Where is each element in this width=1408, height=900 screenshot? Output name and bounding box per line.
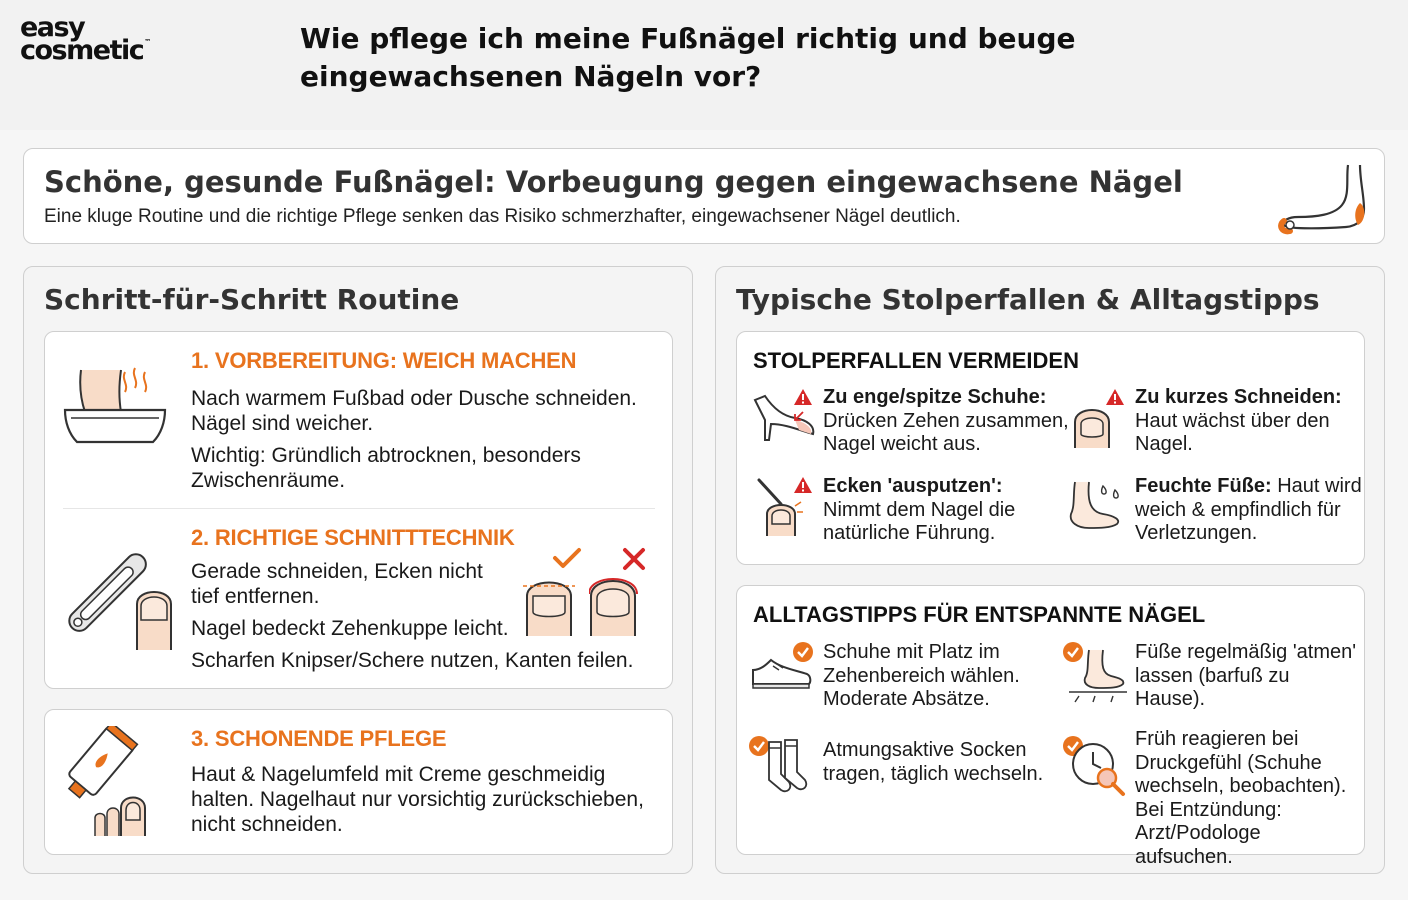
pitfall-short-line-2: Haut wächst über den xyxy=(1135,409,1330,432)
tip-react-early xyxy=(1135,728,1364,869)
pitfall-shoes-line-2: Drücken Zehen zusammen, xyxy=(823,409,1069,432)
socks-icon xyxy=(761,738,809,796)
cream-tube-icon xyxy=(61,726,171,838)
pitfall-corners xyxy=(823,475,1015,546)
step-2-text-2: tief entfernen. xyxy=(191,585,320,608)
rounded-cut-cross-icon xyxy=(589,546,653,638)
daily-tips-card xyxy=(736,585,1365,868)
tip-socks-line-1: Atmungsaktive Socken xyxy=(823,739,1027,761)
tip-early-line-2: Druckgefühl (Schuhe xyxy=(1135,751,1322,774)
barefoot-icon xyxy=(1067,646,1129,704)
step-3-text-3: nicht schneiden. xyxy=(191,813,343,836)
tip-shoes xyxy=(823,641,1020,712)
wet-foot-icon xyxy=(1067,478,1125,536)
tip-socks xyxy=(823,739,1043,786)
pitfall-short-line-3: Nagel. xyxy=(1135,433,1193,455)
pitfalls-avoid-card xyxy=(736,331,1365,565)
pitfalls-panel-title: Typische Stolperfallen & Alltagstipps xyxy=(736,283,1320,316)
brand-logo xyxy=(20,12,152,67)
tip-shoes-line-2: Zehenbereich wählen. xyxy=(823,664,1020,687)
routine-steps-card xyxy=(44,331,673,689)
foot-bath-icon xyxy=(61,362,171,462)
pitfall-corners-title: Ecken 'ausputzen': xyxy=(823,475,1003,497)
pitfall-short-title: Zu kurzes Schneiden: xyxy=(1135,386,1342,408)
step-1-title: 1. VORBEREITUNG: WEICH MACHEN xyxy=(191,348,577,373)
routine-step-3-card xyxy=(44,709,673,855)
warning-icon xyxy=(793,388,813,406)
tip-shoes-line-3: Moderate Absätze. xyxy=(823,688,990,710)
hero-subtitle: Eine kluge Routine und die richtige Pflege senken das Risiko schmerzhafter, eingewachsener Nägel deutlich. xyxy=(44,206,961,227)
nail-clipper-icon xyxy=(59,544,179,654)
tip-socks-line-2: tragen, täglich wechseln. xyxy=(823,762,1044,785)
pitfall-corners-line-2: Nimmt dem Nagel die xyxy=(823,498,1016,521)
hero-title: Schöne, gesunde Fußnägel: Vorbeugung gegen eingewachsene Nägel xyxy=(44,165,1183,199)
short-nail-icon xyxy=(1073,404,1111,450)
tip-air-feet xyxy=(1135,641,1356,712)
pitfall-short-cut xyxy=(1135,386,1342,457)
routine-panel-title: Schritt-für-Schritt Routine xyxy=(44,283,460,316)
step-2-text-4: Scharfen Knipser/Schere nutzen, Kanten feilen. xyxy=(191,649,634,672)
step-3-text-2: halten. Nagelhaut nur vorsichtig zurückschieben, xyxy=(191,788,644,811)
step-1-text-2: Nägel sind weicher. xyxy=(191,412,374,435)
logo-line-1: easy xyxy=(20,12,85,43)
step-3-text-1: Haut & Nagelumfeld mit Creme geschmeidig xyxy=(191,763,606,786)
foot-icon xyxy=(1276,159,1376,235)
tip-early-line-3: wechseln, beobachten). xyxy=(1135,775,1347,797)
step-1-text-3: Wichtig: Gründlich abtrocknen, besonders xyxy=(191,444,581,467)
pitfall-corners-line-3: natürliche Führung. xyxy=(823,522,996,544)
step-1-text-1: Nach warmem Fußbad oder Dusche schneiden. xyxy=(191,387,637,410)
step-divider xyxy=(63,508,655,509)
pitfall-wet-title: Feuchte Füße: xyxy=(1135,475,1272,497)
straight-cut-check-icon xyxy=(521,546,585,638)
tips-section-title: ALLTAGSTIPPS FÜR ENTSPANNTE NÄGEL xyxy=(753,602,1206,627)
tip-air-line-1: Füße regelmäßig 'atmen' xyxy=(1135,641,1357,663)
tip-shoes-line-1: Schuhe mit Platz im xyxy=(823,641,1000,663)
pitfall-wet-line-3: Verletzungen. xyxy=(1135,522,1258,544)
pitfall-shoes-title: Zu enge/spitze Schuhe: xyxy=(823,386,1047,408)
tip-air-line-3: Hause). xyxy=(1135,688,1206,710)
pitfall-wet-feet xyxy=(1135,475,1362,546)
routine-panel xyxy=(23,266,693,874)
warning-icon xyxy=(793,476,813,494)
step-2-text-3: Nagel bedeckt Zehenkuppe leicht. xyxy=(191,617,509,640)
step-2-title: 2. RICHTIGE SCHNITTTECHNIK xyxy=(191,525,515,550)
step-1-text-4: Zwischenräume. xyxy=(191,469,346,492)
pitfall-shoes-line-3: Nagel weicht aus. xyxy=(823,433,981,455)
pitfall-wet-line-2: weich & empfindlich für xyxy=(1135,498,1341,521)
tip-air-line-2: lassen (barfuß zu xyxy=(1135,664,1290,687)
warning-icon xyxy=(1105,388,1125,406)
logo-line-2: cosmetic xyxy=(20,35,144,67)
step-2-text-1: Gerade schneiden, Ecken nicht xyxy=(191,560,483,583)
tip-early-line-4: Bei Entzündung: xyxy=(1135,798,1282,821)
infographic-canvas xyxy=(0,130,1408,900)
avoid-section-title: STOLPERFALLEN VERMEIDEN xyxy=(753,348,1079,373)
logo-trademark: ™ xyxy=(144,38,152,47)
hero-card xyxy=(23,148,1385,244)
shoe-icon xyxy=(751,656,813,692)
step-3-title: 3. SCHONENDE PFLEGE xyxy=(191,726,447,751)
pitfall-shoes xyxy=(823,386,1069,457)
page-title: Wie pflege ich meine Fußnägel richtig und beuge eingewachsenen Nägeln vor? xyxy=(300,22,1076,93)
tip-early-line-1: Früh reagieren bei xyxy=(1135,728,1299,750)
tip-early-line-5: Arzt/Podologe aufsuchen. xyxy=(1135,822,1261,868)
pitfall-wet-rest: Haut wird xyxy=(1271,475,1362,497)
pitfalls-panel xyxy=(715,266,1385,874)
clock-magnifier-icon xyxy=(1067,738,1127,798)
